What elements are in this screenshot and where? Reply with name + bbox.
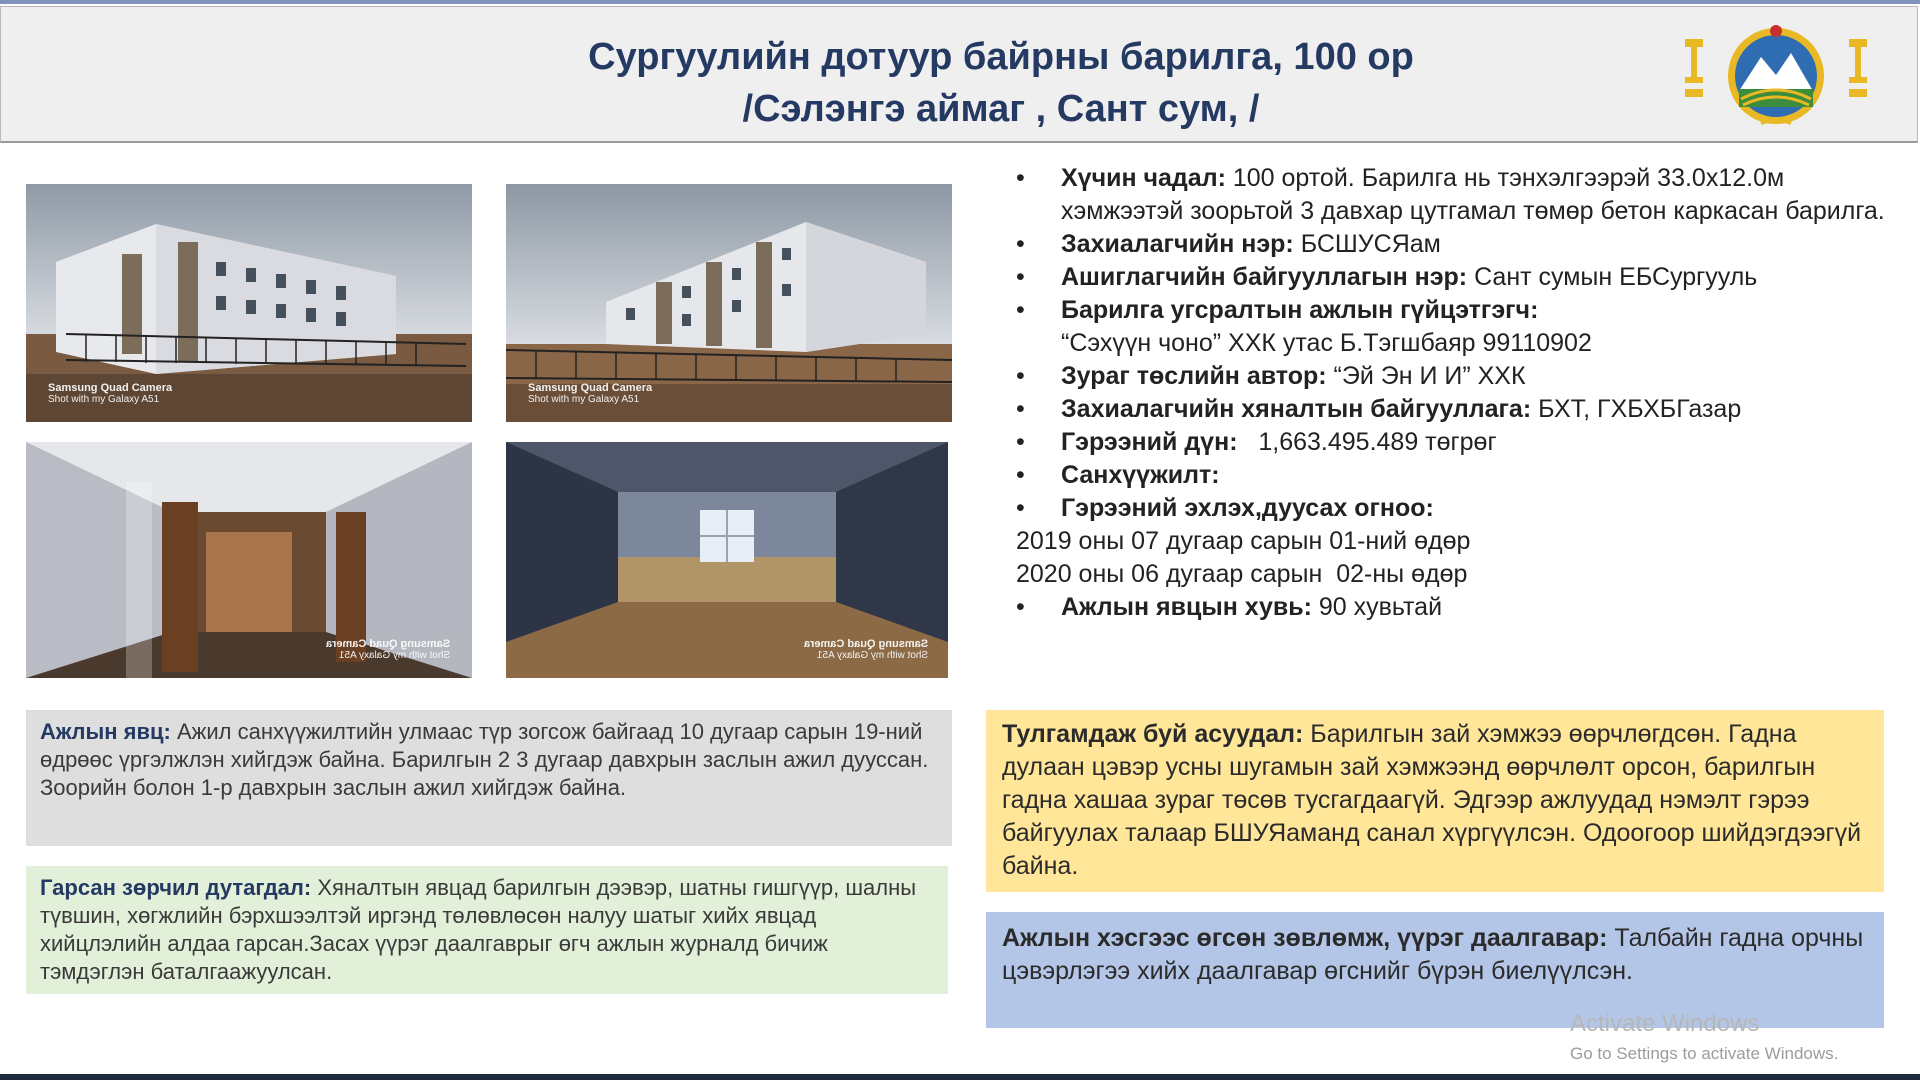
finance-label: Санхүүжилт: bbox=[1061, 461, 1220, 489]
top-accent-line bbox=[0, 0, 1920, 4]
info-contract-amount bbox=[1016, 426, 1896, 459]
bullet: • bbox=[1016, 296, 1025, 324]
activate-windows-title: Activate Windows bbox=[1570, 1010, 1760, 1037]
user-value: Сант сумын ЕБСургууль bbox=[1467, 263, 1758, 291]
advice-box-label: Ажлын хэсгээс өгсөн зөвлөмж, үүрэг даалгавар: bbox=[1002, 924, 1608, 952]
info-user-org bbox=[1016, 261, 1896, 294]
issues-box bbox=[986, 710, 1884, 892]
bullet: • bbox=[1016, 395, 1025, 423]
capacity-value: 100 ортой. Барилга нь тэнхэлгээрэй 33.0х12.0м хэмжээтэй зоорьтой 3 давхар цутгамал төмөр бетон каркасан барилга. bbox=[1061, 164, 1885, 225]
issues-box-label: Тулгамдаж буй асуудал: bbox=[1002, 720, 1304, 748]
info-contractor bbox=[1016, 294, 1896, 360]
bullet: • bbox=[1016, 263, 1025, 291]
title-line-2: /Сэлэнгэ аймаг , Сант сум, / bbox=[742, 88, 1260, 130]
progress-value: 90 хувьтай bbox=[1311, 593, 1443, 621]
info-client bbox=[1016, 228, 1896, 261]
bullet: • bbox=[1016, 461, 1025, 489]
info-contract-dates bbox=[1016, 492, 1896, 525]
taskbar-strip bbox=[0, 1074, 1920, 1080]
advice-box-text: Талбайн гадна орчны цэвэрлэгээ хийх даалгавар өгснийг бүрэн биелүүлсэн. bbox=[1002, 924, 1864, 985]
info-date-end: 2020 оны 06 дугаар сарын 02-ны өдөр bbox=[1016, 560, 1468, 588]
photo-building-exterior-2 bbox=[506, 184, 952, 422]
progress-box bbox=[26, 710, 952, 846]
photo-building-exterior-1 bbox=[26, 184, 472, 422]
capacity-label: Хүчин чадал: bbox=[1061, 164, 1226, 192]
title-line-1: Сургуулийн дотуур байрны барилга, 100 ор bbox=[588, 36, 1414, 78]
state-emblem-icon bbox=[1681, 19, 1871, 133]
project-info-list bbox=[1016, 162, 1896, 624]
issues-box-text: Барилгын зай хэмжээ өөрчлөгдсөн. Гадна дулаан цэвэр усны шугамын зай хэмжээнд өөрчлөлт орсон, барилгын гадна хашаа зураг төсөв тусгагдаагүй. Эдгээр ажлуудад нэмэлт гэрээ байгуулах талаар БШУЯамaнд санал хүргүүлсэн. Одоогоор шийдэгдээгүй байна. bbox=[1002, 720, 1862, 880]
camera-watermark: Samsung Quad Camera Shot with my Galaxy A51 bbox=[48, 382, 173, 405]
progress-label: Ажлын явцын хувь: bbox=[1061, 593, 1312, 621]
violations-box-label: Гарсан зөрчил дутагдал: bbox=[40, 875, 312, 900]
dates-label: Гэрээний эхлэх,дуусах огноо: bbox=[1061, 494, 1434, 522]
designer-value: “Эй Эн И И” ХХК bbox=[1326, 362, 1526, 390]
info-supervisor bbox=[1016, 393, 1896, 426]
progress-box-text: Ажил санхүүжилтийн улмаас түр зогсож байгаад 10 дугаар сарын 19-ний өдрөөс үргэлжлэн хийгдэж байна. Барилгын 2 3 дугаар давхрын заслын ажил дууссан. Зоорийн болон 1-р давхрын заслын ажил хийгдэж байна. bbox=[40, 719, 929, 800]
slide-header bbox=[0, 6, 1918, 143]
bullet: • bbox=[1016, 362, 1025, 390]
info-designer bbox=[1016, 360, 1896, 393]
slide-title bbox=[381, 31, 1621, 135]
supervisor-value: БХТ, ГХБХБГазар bbox=[1531, 395, 1742, 423]
violations-box-text: Хяналтын явцад барилгын дээвэр, шатны гишгүүр, шалны түвшин, хөгжлийн бэрхшээлтэй иргэнд төлөвлөсөн налуу шатыг хийх явцад хийцлэлийн алдаа гарсан.Засах үүрэг даалгаврыг өгч ажлын журналд бичиж тэмдэглэн баталгаажуулсан. bbox=[40, 875, 917, 984]
bullet: • bbox=[1016, 494, 1025, 522]
contractor-label: Барилга угсралтын ажлын гүйцэтгэгч: bbox=[1061, 296, 1539, 324]
violations-box bbox=[26, 866, 948, 994]
info-capacity bbox=[1016, 162, 1896, 228]
info-progress bbox=[1016, 591, 1896, 624]
info-financing bbox=[1016, 459, 1896, 492]
camera-watermark: Samsung Quad Camera Shot with my Galaxy A51 bbox=[528, 382, 653, 405]
camera-watermark: Samsung Quad Camera Shot with my Galaxy A51 bbox=[326, 638, 451, 661]
bullet: • bbox=[1016, 428, 1025, 456]
camera-watermark: Samsung Quad Camera Shot with my Galaxy A51 bbox=[804, 638, 929, 661]
info-date-start: 2019 оны 07 дугаар сарын 01-ний өдөр bbox=[1016, 527, 1471, 555]
progress-box-label: Ажлын явц: bbox=[40, 719, 171, 744]
supervisor-label: Захиалагчийн хяналтын байгууллага: bbox=[1061, 395, 1532, 423]
activate-windows-subtitle: Go to Settings to activate Windows. bbox=[1570, 1044, 1839, 1063]
user-label: Ашиглагчийн байгууллагын нэр: bbox=[1061, 263, 1468, 291]
bullet: • bbox=[1016, 230, 1025, 258]
contract-value: 1,663.495.489 төгрөг bbox=[1237, 428, 1497, 456]
photo-room-interior bbox=[506, 442, 948, 678]
client-label: Захиалагчийн нэр: bbox=[1061, 230, 1294, 258]
bullet: • bbox=[1016, 164, 1025, 192]
bullet: • bbox=[1016, 593, 1025, 621]
designer-label: Зураг төслийн автор: bbox=[1061, 362, 1327, 390]
contractor-value: “Сэхүүн чоно” ХХК утас Б.Тэгшбаяр 99110902 bbox=[1061, 329, 1592, 357]
contract-label: Гэрээний дүн: bbox=[1061, 428, 1238, 456]
client-value: БСШУСЯам bbox=[1293, 230, 1441, 258]
photo-corridor-interior bbox=[26, 442, 472, 678]
